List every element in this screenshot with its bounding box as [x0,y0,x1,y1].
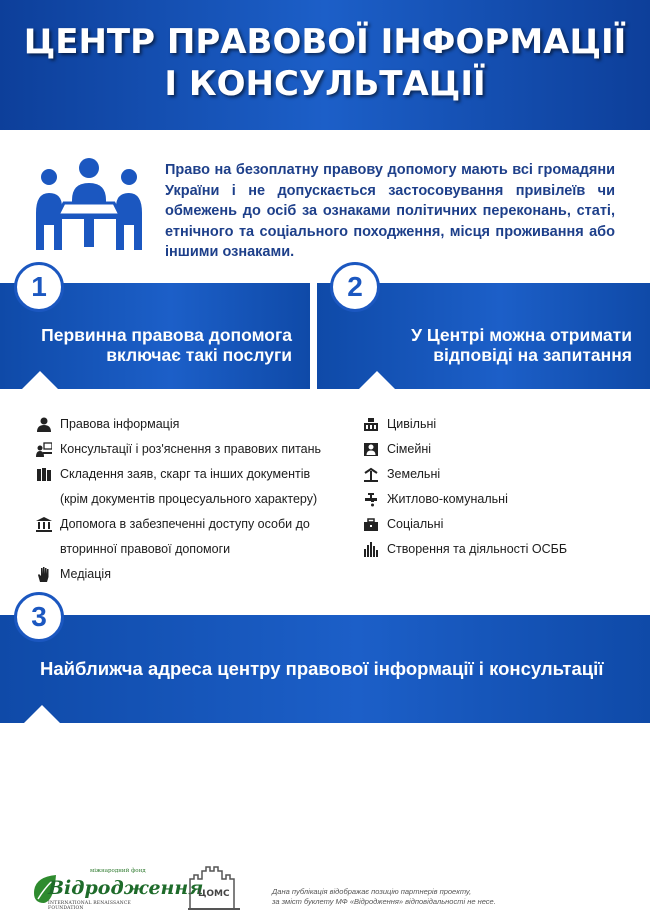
page-title-line1: ЦЕНТР ПРАВОВОЇ ІНФОРМАЦІЇ [23,22,627,62]
list-item: Медіація [36,562,336,587]
page-title-line2: І КОНСУЛЬТАЦІЇ [164,64,486,104]
list-item: Складення заяв, скарг та інших документів [36,462,336,487]
section3-title: Найближча адреса центру правової інформації і консультації [40,658,604,679]
list-item: вторинної правової допомоги [60,542,231,556]
section1-number: 1 [14,262,64,312]
list-item: Сімейні [363,437,633,462]
renaissance-foundation-logo [30,865,204,911]
list-item: Допомога в забезпеченні доступу особи до [36,512,336,537]
logo-small-text: міжнародний фонд [90,868,146,874]
list-item: (крім документів процесуального характеру) [60,492,318,506]
logo-english-text: INTERNATIONAL RENAISSANCE FOUNDATION [48,901,132,911]
list-item: Соціальні [363,512,633,537]
civil-law-icon [363,417,379,432]
logo2-name: ЦОМС [198,889,230,899]
family-icon [363,442,379,457]
list-item: Консультації і роз'яснення з правових питань [36,437,336,462]
section2-title: У Центрі можна отримати відповіді на запитання [411,325,632,365]
land-icon [363,467,379,482]
section2-number: 2 [330,262,380,312]
list-item: Правова інформація [36,412,336,437]
notch [24,705,60,723]
hand-icon [36,567,52,582]
briefcase-icon [363,517,379,532]
courthouse-icon [36,517,52,532]
list-item: Цивільні [363,412,633,437]
list-item: Житлово-комунальні [363,487,633,512]
notch [359,371,395,389]
castle-icon [186,865,242,911]
footer [0,855,650,919]
meeting-table-icon [34,155,144,250]
services-list [36,412,336,587]
consultation-icon [36,442,52,457]
questions-list [363,412,633,562]
intro-text: Право на безоплатну правову допомогу мають всі громадяни України і не допускається застосовування привілеїв чи обмежень до осіб за ознаками політичних переконань, статі, етнічного та соціального походження, місця проживання або іншими ознаками. [165,162,615,260]
buildings-icon [363,542,379,557]
section3-banner [0,615,650,723]
documents-icon [36,467,52,482]
header-banner [0,0,650,130]
notch [22,371,58,389]
coms-logo [186,865,242,911]
list-item: Земельні [363,462,633,487]
person-icon [36,417,52,432]
section3-number: 3 [14,592,64,642]
section1-title: Первинна правова допомога включає такі послуги [41,325,292,365]
disclaimer: Дана публікація відображає позицію партнерів проекту, за зміст буклету МФ «Відродження» відповідальності не несе. [272,887,496,906]
logo-name: Відродження [48,877,204,899]
faucet-icon [363,492,379,507]
list-item: Створення та діяльності ОСББ [363,537,633,562]
